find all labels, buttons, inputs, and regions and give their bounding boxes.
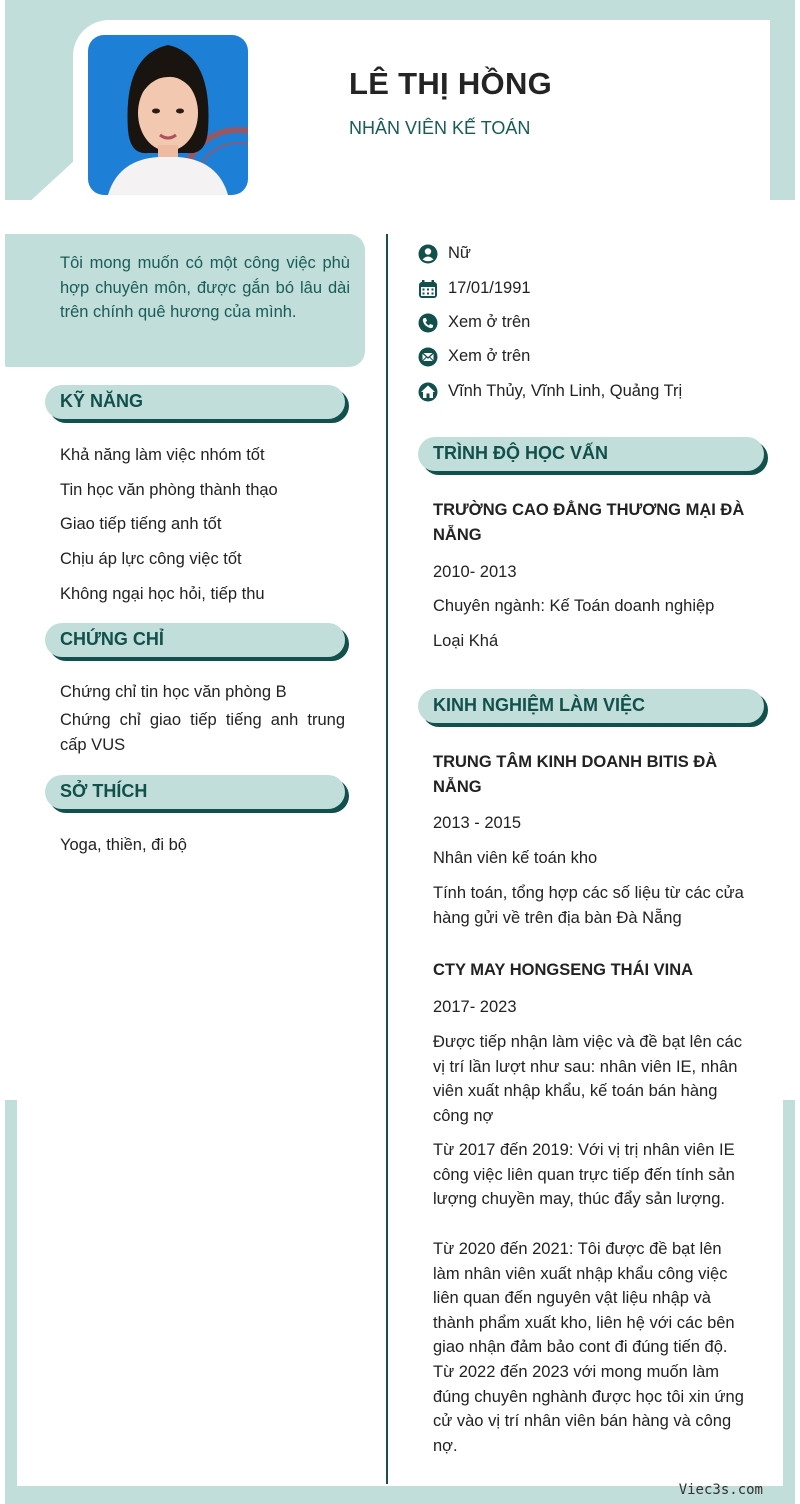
education-heading bbox=[418, 437, 764, 471]
user-icon bbox=[418, 244, 438, 264]
job-description: Từ 2022 đến 2023 với mong muốn làm đúng chuyên nghành được học tôi xin ứng cử vào vị trí nhân viên bán hàng và công nợ. bbox=[433, 1363, 744, 1455]
experience-heading-text: KINH NGHIỆM LÀM VIỆC bbox=[433, 695, 646, 715]
job-years: 2017- 2023 bbox=[433, 998, 517, 1016]
list-item: Khả năng làm việc nhóm tốt bbox=[60, 446, 265, 464]
list-item: Tin học văn phòng thành thạo bbox=[60, 481, 278, 499]
contact-phone-text: Xem ở trên bbox=[448, 313, 531, 331]
watermark: Viec3s.com bbox=[678, 1482, 763, 1498]
skills-heading-text: KỸ NĂNG bbox=[60, 391, 144, 411]
education-years: 2010- 2013 bbox=[433, 563, 517, 581]
education-major: Chuyên ngành: Kế Toán doanh nghiệp bbox=[433, 597, 715, 615]
job-role: Nhân viên kế toán kho bbox=[433, 849, 598, 867]
hobbies-heading-text: SỞ THÍCH bbox=[60, 781, 148, 801]
job-company: TRUNG TÂM KINH DOANH BITIS ĐÀ NẴNG bbox=[433, 753, 718, 796]
education-grade: Loại Khá bbox=[433, 632, 499, 650]
certificate-item: Chứng chỉ giao tiếp tiếng anh trung cấp VUS bbox=[60, 711, 345, 754]
job-company: CTY MAY HONGSENG THÁI VINA bbox=[433, 961, 694, 979]
career-objective bbox=[5, 234, 365, 367]
job-description: Được tiếp nhận làm việc và đề bạt lên các vị trí lần lượt như sau: nhân viên IE, nhân viên xuất nhập khẩu, kế toán bán hàng công nợ bbox=[433, 1033, 742, 1125]
education-heading-text: TRÌNH ĐỘ HỌC VẤN bbox=[433, 443, 608, 463]
experience-heading bbox=[418, 689, 764, 723]
hobbies-heading bbox=[45, 775, 345, 809]
calendar-icon bbox=[418, 279, 438, 299]
list-item: Không ngại học hỏi, tiếp thu bbox=[60, 585, 265, 603]
contact-birthday-text: 17/01/1991 bbox=[448, 279, 531, 297]
job-description: Từ 2020 đến 2021: Tôi được đề bạt lên làm nhân viên xuất nhập khẩu công việc liên quan đến nguyên vật liệu nhập và thành phẩm xuất kho, liên hệ với các bên giao nhận đảm bảo cont đi đúng tiến độ. bbox=[433, 1240, 735, 1356]
job-description: Từ 2017 đến 2019: Với vị trị nhân viên IE công việc liên quan trực tiếp đến tính sản lượng chuyền may, thúc đẩy sản lượng. bbox=[433, 1141, 735, 1208]
certificates-heading-text: CHỨNG CHỈ bbox=[60, 629, 164, 649]
contact-address-text: Vĩnh Thủy, Vĩnh Linh, Quảng Trị bbox=[448, 382, 683, 400]
education-school: TRƯỜNG CAO ĐẲNG THƯƠNG MẠI ĐÀ NẴNG bbox=[433, 501, 745, 544]
skills-heading bbox=[45, 385, 345, 419]
list-item: Chịu áp lực công việc tốt bbox=[60, 550, 242, 568]
candidate-name: LÊ THỊ HỒNG bbox=[349, 66, 553, 101]
mail-icon bbox=[418, 347, 438, 367]
candidate-position: NHÂN VIÊN KẾ TOÁN bbox=[349, 118, 531, 138]
column-divider bbox=[386, 234, 388, 1484]
job-description: Tính toán, tổng hợp các số liệu từ các cửa hàng gửi về trên địa bàn Đà Nẵng bbox=[433, 884, 744, 927]
hobbies-text: Yoga, thiền, đi bộ bbox=[60, 836, 187, 854]
phone-icon bbox=[418, 313, 438, 333]
home-icon bbox=[418, 382, 438, 402]
certificates-heading bbox=[45, 623, 345, 657]
certificate-item: Chứng chỉ tin học văn phòng B bbox=[60, 683, 287, 701]
list-item: Giao tiếp tiếng anh tốt bbox=[60, 515, 222, 533]
contact-email-text: Xem ở trên bbox=[448, 347, 531, 365]
job-years: 2013 - 2015 bbox=[433, 814, 522, 832]
contact-gender-text: Nữ bbox=[448, 244, 471, 262]
career-objective-text: Tôi mong muốn có một công việc phù hợp chuyên môn, được gắn bó lâu dài trên chính quê hương của mình. bbox=[60, 254, 350, 321]
profile-photo bbox=[88, 35, 248, 195]
